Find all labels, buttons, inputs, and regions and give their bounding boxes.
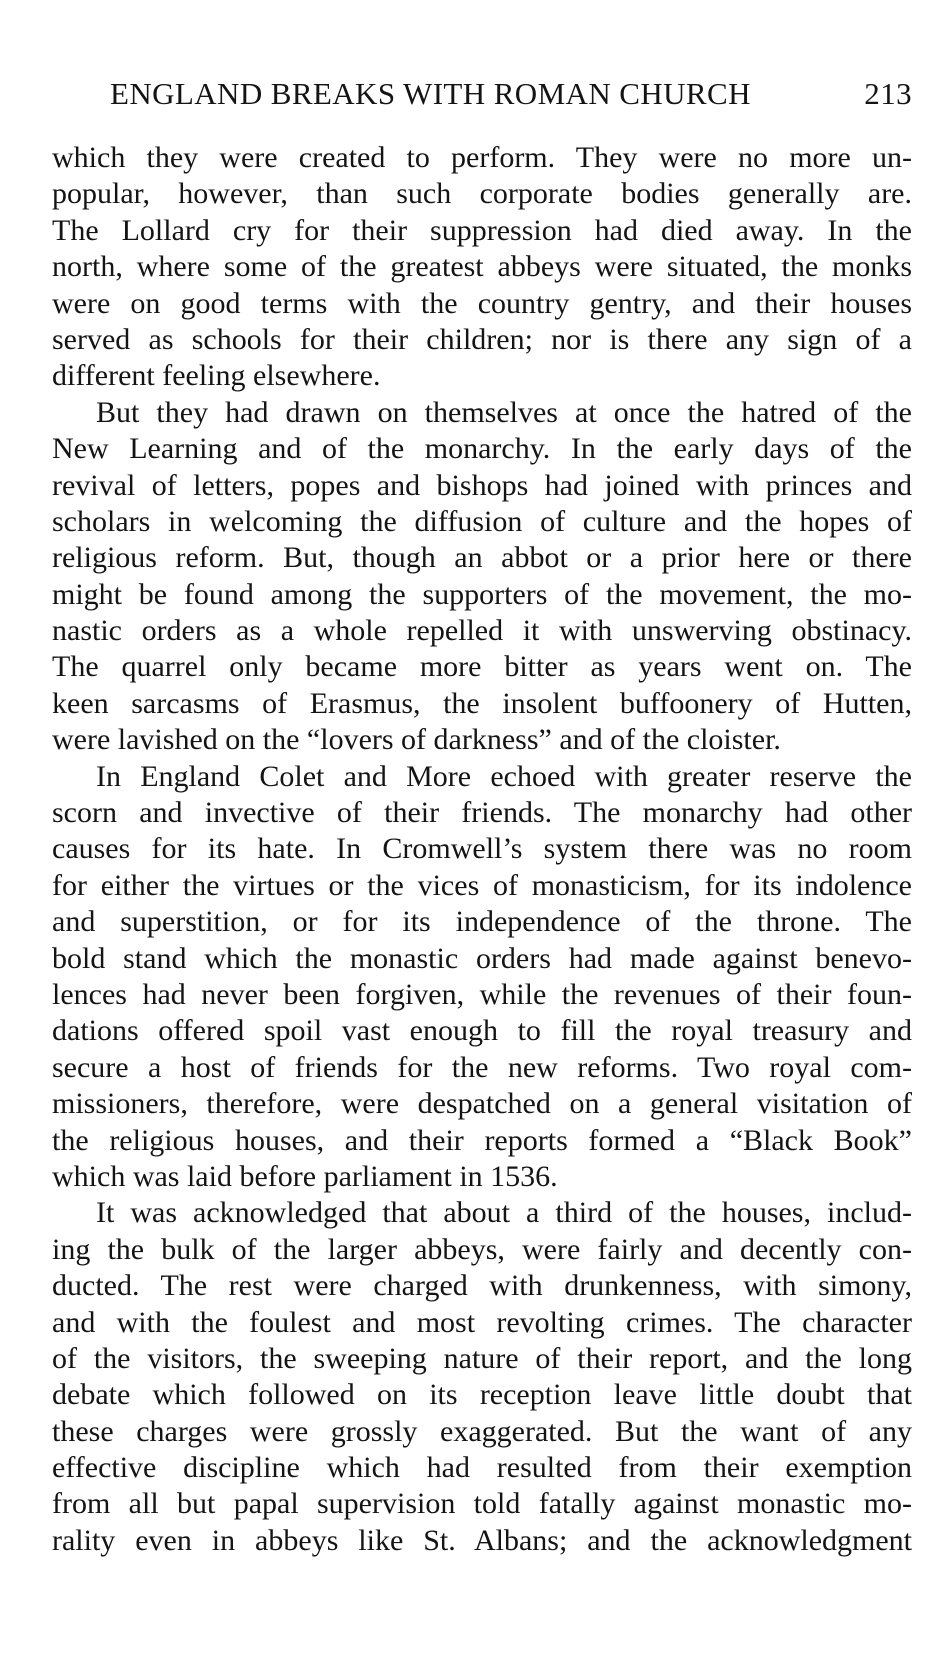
text-line: scorn and invective of their friends. The monarchy had other (52, 796, 912, 830)
text-line: bold stand which the monastic orders had made against benevo- (52, 941, 912, 975)
text-line: of the visitors, the sweeping nature of their report, and the long (52, 1341, 912, 1375)
text-line: scholars in welcoming the diffusion of culture and the hopes of (52, 504, 912, 538)
text-line: which they were created to perform. They were no more un- (52, 141, 912, 174)
text-line: missioners, therefore, were despatched on a general visitation of (52, 1087, 912, 1121)
paragraph (52, 1195, 912, 1559)
text-line: were lavished on the “lovers of darkness” and of the cloister. (52, 723, 781, 757)
text-line: which was laid before parliament in 1536. (52, 1159, 558, 1193)
text-line: were on good terms with the country gentry, and their houses (52, 286, 912, 320)
text-line: ducted. The rest were charged with drunkenness, with simony, (52, 1269, 912, 1303)
text-line: from all but papal supervision told fatally against monastic mo- (52, 1487, 912, 1521)
text-line: religious reform. But, though an abbot or a prior here or there (52, 541, 912, 575)
text-line: causes for its hate. In Cromwell’s system there was no room (52, 832, 912, 866)
text-line: It was acknowledged that about a third of the houses, includ- (96, 1196, 912, 1230)
text-line: rality even in abbeys like St. Albans; and the acknowledgment (52, 1523, 912, 1557)
text-line: The Lollard cry for their suppression had died away. In the (52, 213, 912, 247)
text-line: for either the virtues or the vices of monasticism, for its indolence (52, 868, 912, 902)
text-line: effective discipline which had resulted from their exemption (52, 1451, 912, 1485)
chapter-title: ENGLAND BREAKS WITH ROMAN CHURCH (110, 76, 751, 111)
text-line: and with the foulest and most revolting crimes. The character (52, 1305, 912, 1339)
paragraph (52, 759, 912, 1196)
text-line: lences had never been forgiven, while the revenues of their foun- (52, 977, 912, 1011)
text-line: popular, however, than such corporate bodies generally are. (52, 177, 912, 211)
body-text (52, 140, 912, 1559)
text-line: The quarrel only became more bitter as years went on. The (52, 650, 912, 684)
text-line: north, where some of the greatest abbeys were situated, the monks (52, 250, 912, 284)
text-line: debate which followed on its reception leave little doubt that (52, 1378, 912, 1412)
text-line: nastic orders as a whole repelled it with unswerving obstinacy. (52, 614, 912, 648)
text-line: New Learning and of the monarchy. In the early days of the (52, 432, 912, 466)
text-line: different feeling elsewhere. (52, 359, 381, 393)
text-line: might be found among the supporters of the movement, the mo- (52, 577, 912, 611)
text-line: served as schools for their children; nor is there any sign of a (52, 322, 912, 356)
text-line: keen sarcasms of Erasmus, the insolent buffoonery of Hutten, (52, 686, 912, 720)
running-header (52, 76, 912, 116)
text-line: ing the bulk of the larger abbeys, were fairly and decently con- (52, 1232, 912, 1266)
page-number: 213 (864, 76, 912, 111)
text-line: dations offered spoil vast enough to fill the royal treasury and (52, 1014, 912, 1048)
text-line: secure a host of friends for the new reforms. Two royal com- (52, 1050, 912, 1084)
text-line: the religious houses, and their reports formed a “Black Book” (52, 1123, 912, 1157)
text-line: these charges were grossly exaggerated. But the want of any (52, 1414, 912, 1448)
text-line: But they had drawn on themselves at once the hatred of the (96, 395, 912, 429)
text-line: and superstition, or for its independence of the throne. The (52, 905, 912, 939)
paragraph (52, 140, 912, 395)
text-line: revival of letters, popes and bishops had joined with princes and (52, 468, 912, 502)
text-line: In England Colet and More echoed with greater reserve the (96, 759, 912, 793)
paragraph (52, 395, 912, 759)
